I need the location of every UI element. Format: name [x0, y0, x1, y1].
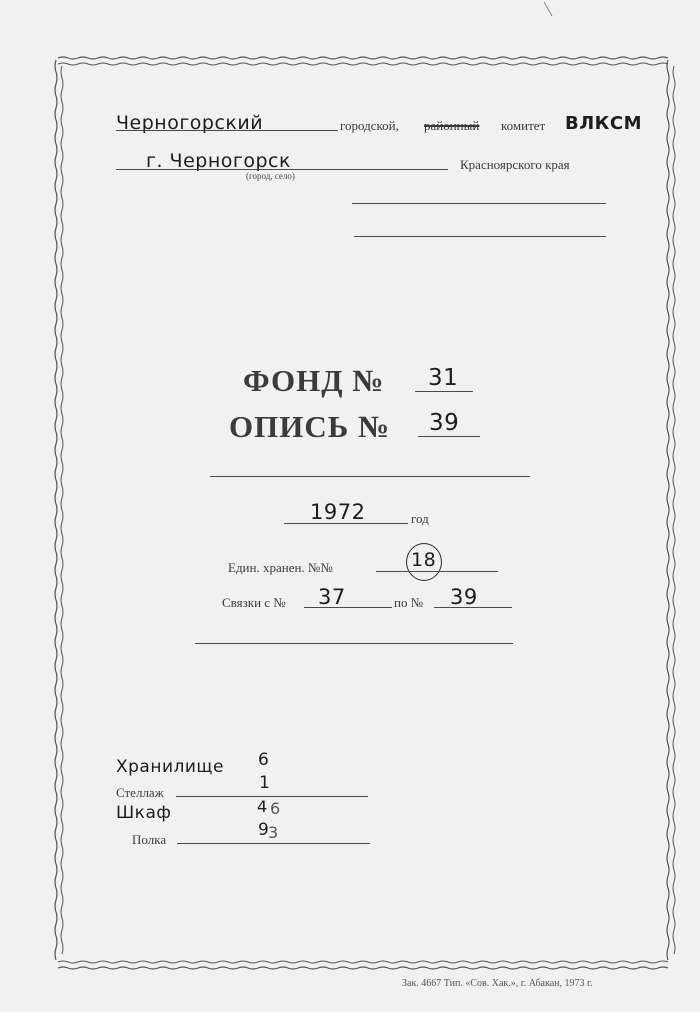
shelf-line	[177, 843, 370, 844]
fond-number: 31	[428, 365, 459, 391]
committee-type-district: районный	[424, 118, 480, 133]
opis-label: ОПИСЬ №	[229, 409, 391, 444]
shelf-value: 9	[258, 820, 270, 840]
committee-word: комитет	[501, 118, 546, 133]
fond-label: ФОНД №	[243, 363, 385, 398]
shelf-value-2: 3	[268, 823, 279, 842]
year-value: 1972	[310, 500, 366, 524]
rack-value: 1	[259, 773, 271, 793]
opis-line	[418, 436, 480, 437]
opis-number: 39	[429, 410, 460, 436]
vault-label: Хранилище	[116, 757, 224, 777]
rack-line	[176, 796, 368, 797]
city-line	[116, 169, 448, 170]
committee-name: Черногорский	[116, 112, 264, 134]
units-line	[376, 571, 498, 572]
city-hint: (город, село)	[246, 171, 295, 181]
cabinet-value: 4	[257, 797, 268, 816]
blank-line-2	[354, 236, 606, 237]
units-value: 18	[411, 549, 437, 571]
year-label: год	[411, 511, 429, 526]
cabinet-label: Шкаф	[116, 803, 172, 823]
fond-line	[415, 391, 473, 392]
committee-type-city: городской,	[340, 118, 399, 133]
bundles-to-value: 39	[450, 585, 478, 609]
org-name: ВЛКСМ	[565, 113, 643, 134]
units-label: Един. хранен. №№	[228, 560, 333, 575]
region-name: Красноярского края	[460, 157, 570, 172]
separator-line-2	[195, 643, 513, 644]
bundles-to-label: по №	[394, 595, 424, 610]
city-name: г. Черногорск	[146, 150, 291, 172]
bundles-from-label: Связки с №	[222, 595, 286, 610]
year-line	[284, 523, 408, 524]
separator-line-1	[210, 476, 530, 477]
bundles-to-line	[434, 607, 512, 608]
rack-label: Стеллаж	[116, 785, 164, 800]
bundles-from-line	[304, 607, 392, 608]
vault-value: 6	[258, 750, 270, 770]
footer-imprint: Зак. 4667 Тип. «Сов. Хак.», г. Абакан, 1973 г.	[402, 978, 593, 989]
cabinet-value-2: 6	[270, 799, 281, 818]
shelf-label: Полка	[132, 832, 167, 847]
blank-line-1	[352, 203, 606, 204]
bundles-from-value: 37	[318, 585, 346, 609]
committee-name-line	[116, 130, 338, 131]
